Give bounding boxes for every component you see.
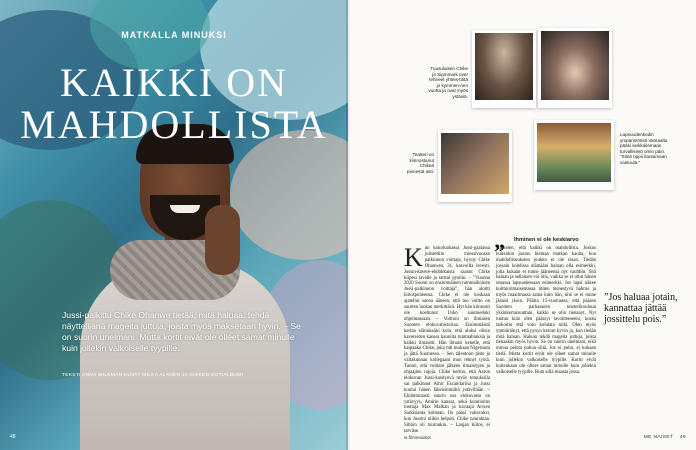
quote-mark-icon: ”	[494, 239, 505, 264]
polaroid-photo-family	[534, 120, 614, 190]
hand	[205, 205, 240, 275]
right-page	[348, 0, 696, 450]
page-number-left: 48	[10, 434, 16, 440]
polaroid-photo-performance	[538, 28, 612, 108]
polaroid-photo-stage	[472, 30, 536, 108]
spine-shadow	[346, 0, 350, 450]
section-kicker: MATKALLA MINUKSI	[121, 30, 227, 40]
subheading: Ihminen ei ole keskiarvo	[514, 237, 579, 243]
polaroid-photo-childhood	[438, 130, 512, 202]
photo	[441, 133, 509, 194]
headline	[0, 62, 348, 146]
drop-cap: K	[404, 243, 423, 272]
photo-credits: TEKSTI ANNA WILKMAN KUVAT MILKA ALANEN JA CHIKEN KOTIALBUMI	[62, 373, 244, 378]
footer-url: is.fi/menaiset	[404, 435, 431, 440]
photo	[537, 123, 611, 182]
magazine-name: ME NAISET	[643, 435, 674, 440]
column-2-text: Ajattelen, että kaikki on mahdollista. Joskus kuitenkin joutuu hieman mutkan kautta, kun mahdollisuuksien joukko ei ole tasan. Tiedän jossain kohdissa elämääni haluan olla esimerkki, jotta kukaan ei tunne jääneensä nyt vauhtiin. Sitä haluan ja sellainen voi olla, vaikka se ei ollut hänen omassa lapsuudessaan esimerkki. Jos lapsi näkee kulttuurimaisemassa miten menestyvä hahmo ja myös maailmassa sama kuin hän, niin se ei tunne jäänsä yksin. Päätin 15-vuotiaana, että pääsen Suomen parhaaseen teatterikouluun yksinkertaisuuttani, kaikki se olin tienanyt. Nyt tuntuu kuin olen päässyt tavoitteeseeni, koska tarkoitin että voin kohdata niitä. Olen myös ymmärtänyt, että pysyn kerran hyvin ja, kun tiedän mitä haluan. Haluan tehdä mageita juttuja, joista tienaakin myös hyvin. Se on suurin unelmani, eikä minua pelota puhua siitä. Jos ei puhu, ei kukaan tiedä. Mutta kortit eivät ole olleet samat minulle kuin jollekin valkoiselle tyypille. Kortit eivät kuitenkaan ole olleet samat minulle kuin jollekin valkoiselle tyypille. Rum sillä maasta jossa.	[496, 245, 596, 375]
photo-caption-top: Tuusulaisen Chike ja Sigmmark over tehneet yhteis-töitä jo kymmen-nen vuotta ja ovat myös ystäviä.	[428, 66, 468, 99]
article-column-2	[496, 238, 596, 376]
smile	[170, 205, 200, 213]
photo	[541, 31, 609, 100]
portrait-photo	[70, 110, 290, 450]
article-column-1	[404, 243, 490, 435]
page-number-right: 49	[679, 435, 686, 440]
pull-quote: ”Jos haluaa jotain, kannattaa jättää jossittelu pois.”	[604, 292, 678, 325]
headline-line-1: KAIKKI ON	[60, 60, 288, 105]
headline-line-2: MAHDOLLISTA	[20, 102, 328, 147]
footer-brand	[644, 435, 686, 440]
photo-caption-right: Lapsuudenkodin ympäristössä Vantaalla pääsi seikkailemaan turvallisesti omin päin. "Siinä oppii kantamaan vastuuta."	[620, 132, 668, 165]
lead-paragraph: Jussi-palkittu Chike Ohanwe tietää, mitä haluaa: tehdä näyttelijänä mageita juttuja, joista myös maksetaan hyvin. – Se on suurin unelmani. Mutta kortit eivät ole olleet samat minulle kuin jollekin valkoiselle tyypille.	[62, 310, 301, 353]
photo-caption-left: Teatteri on kiinnostanut Chikeä pienestä asti.	[406, 152, 434, 174]
column-1-text: un kokoluokassa Jussi-gaalassa julistettiin miessivuosan palkinnon voittaja, hyyny Chike Ohanwen, 31, kasvoilla levesti. Jussin-kavere-ehdokkaista saanut Chike kiipesi lavalle ja tarttui pystiin. – ”Vuonna 2020 Suomi on ensimmäinen tummaihoinen Jussi-palkinnon voittaja”, hän aloitti kiitospuheensa. Chike ei ole koskaan ajatellut sanoa ääneen, että tuo voitto on suurten luokan merkittävä. Hyt hän kiinnosti ole koettunut Usko suomiedoki ohjelmassaan. – Voittoni on ilmiasen Suomen elokuvahistoriaa. Ensimmäistä kertaa elämässäni koin, että aluksi olisin kavereiden kanssa kauniita tummahiuksia ja kaikki ilmaistit. Hän ilmaisi kenelle, että kaipaako Chike, joka tuli mukaan Nigeriasta ja jättä Suomessa. – Sen tälentoon piste ja valtakunnan kollegaani mon tehnyt työtä. Tuntui, että voittani jälkeen ilmaistyjen ja ohjaajien rajoja. Chike kertoo, että Aaron elokuvan Jussi-kasityovä myös totuuksilla sai palkinnot Amir Escandariria ja Jussi kuului hänen läheisimmiltä ystäviltään. – Ehdottomasti suurin osa elokuvasta on ystävyys, Amirin kanssa, sekä kunnioitus tuottaja Max Malkan ja kavaaja Arwen Sarkisianta kohtaan. Ilo pääsi valtavaksi, kun Jussini niihin helpoti. Chike naurahtaa. Siltoin oli tuurnukin. – Laujan kiitos, ei tarvitse.	[404, 246, 490, 435]
photo	[475, 33, 533, 100]
